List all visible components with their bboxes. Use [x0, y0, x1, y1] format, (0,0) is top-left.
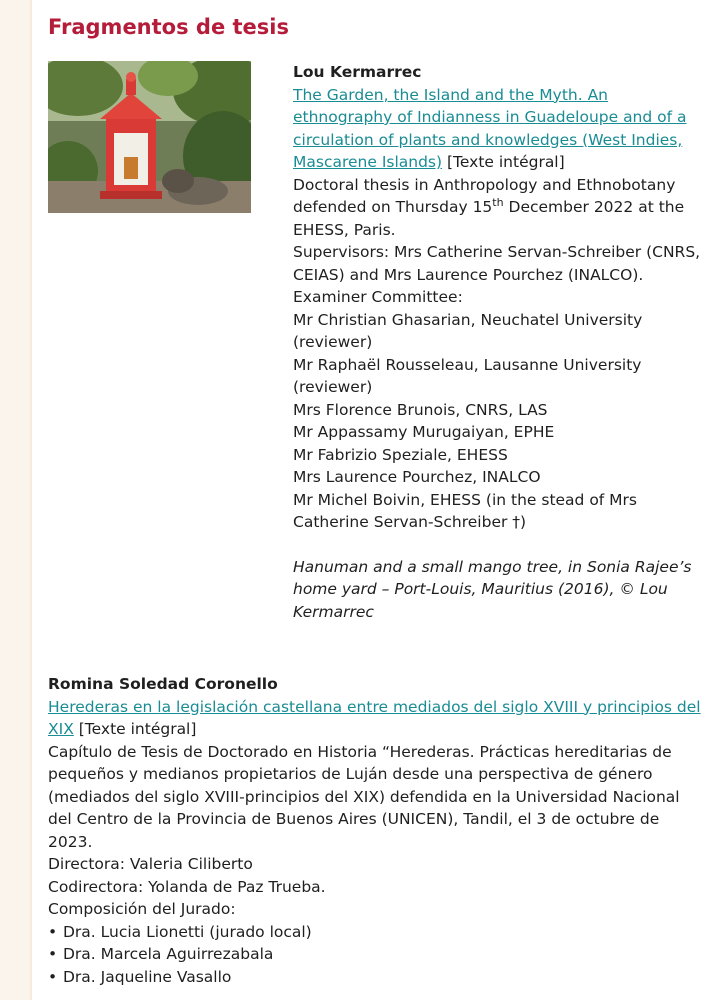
jury-member: • Dra. Marcela Aguirrezabala [48, 943, 704, 966]
committee-label: Examiner Committee: [293, 288, 463, 306]
thesis-entry-kermarrec [293, 61, 703, 623]
defense-text-end: December 2022 at the EHESS, Paris. [293, 198, 685, 239]
thesis-photo [48, 61, 251, 213]
committee-member: Mr Raphaël Rousseleau, Lausanne University (reviewer) [293, 355, 642, 396]
committee-member: Mr Christian Ghasarian, Neuchatel University (reviewer) [293, 310, 643, 351]
left-margin-rule [30, 0, 32, 1000]
author-name: Romina Soledad Coronello [48, 675, 278, 693]
photo-caption: Hanuman and a small mango tree, in Sonia Rajee’s home yard – Port-Louis, Mauritius (2016), © Lou Kermarrec [293, 557, 692, 621]
committee-member: Mrs Laurence Pourchez, INALCO [293, 468, 541, 486]
committee-member: Mr Fabrizio Speziale, EHESS [293, 445, 508, 464]
author-name: Lou Kermarrec [293, 63, 422, 81]
full-text-label: [Texte intégral] [447, 153, 565, 171]
director: Directora: Valeria Ciliberto [48, 855, 253, 873]
thesis-entry-coronello [48, 673, 704, 988]
jury-list [48, 921, 704, 989]
jury-member: • Dra. Jaqueline Vasallo [48, 966, 704, 989]
date-suffix: th [492, 195, 504, 209]
left-margin-strip [0, 0, 30, 1000]
defense-info [293, 174, 703, 242]
garden-shrine-image [48, 61, 251, 213]
committee-member: Mr Appassamy Murugaiyan, EPHE [293, 423, 555, 441]
codirector: Codirectora: Yolanda de Paz Trueba. [48, 877, 326, 896]
thesis-description: Capítulo de Tesis de Doctorado en Historia “Herederas. Prácticas hereditarias de pequeños y medianos propietarios de Luján desde una perspectiva de género (mediados del siglo XVIII-principios del XIX) defendida en la Universidad Nacional del Centro de la Provincia de Buenos Aires (UNICEN), Tandil, el 3 de octubre de 2023. [48, 742, 680, 851]
thesis-title-link[interactable]: Herederas en la legislación castellana entre mediados del siglo XVIII y principios del XIX [48, 697, 701, 738]
defense-text: Doctoral thesis in Anthropology and Ethnobotany defended on Thursday 15 [293, 175, 676, 216]
committee-member: Mrs Florence Brunois, CNRS, LAS [293, 400, 548, 419]
thesis-title-block [48, 696, 704, 741]
section-title: Fragmentos de tesis [48, 15, 289, 39]
thesis-title-link[interactable]: The Garden, the Island and the Myth. An ethnography of Indianness in Guadeloupe and of a circulation of plants and knowledges (West Indies, Mascarene Islands) [293, 85, 687, 171]
full-text-label: [Texte intégral] [78, 720, 197, 738]
jury-label: Composición del Jurado: [48, 900, 236, 918]
supervisors: Supervisors: Mrs Catherine Servan-Schreiber (CNRS, CEIAS) and Mrs Laurence Pourchez (INALCO). [293, 243, 701, 284]
thesis-title-block [293, 84, 703, 174]
jury-member: • Dra. Lucia Lionetti (jurado local) [48, 921, 704, 944]
committee-member: Mr Michel Boivin, EHESS (in the stead of Mrs Catherine Servan-Schreiber †) [293, 490, 638, 531]
